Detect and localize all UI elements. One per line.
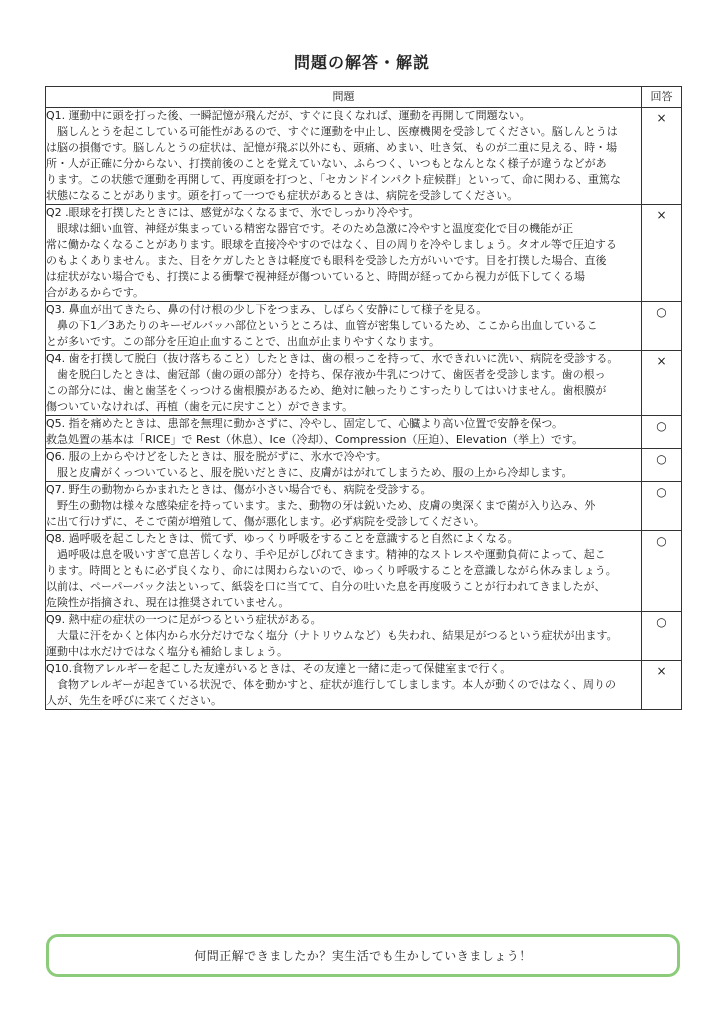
explanation-line: 大量に汗をかくと体内から水分だけでなく塩分（ナトリウムなど）も失われ、結果足がつるという症状が出ます。 <box>46 629 618 642</box>
question-cell <box>46 531 642 612</box>
explanation-line: とが多いです。この部分を圧迫止血することで、出血が止まりやすくなります。 <box>46 335 441 348</box>
table-row <box>46 449 682 482</box>
explanation-line: 服と皮膚がくっついていると、服を脱いだときに、皮膚がはがれてしまうため、服の上から冷却します。 <box>46 466 573 479</box>
question-text: Q5. 指を痛めたときは、患部を無理に動かさずに、冷やし、固定して、心臓より高い位置で安静を保つ。 <box>46 417 563 430</box>
answer-mark: ○ <box>642 482 682 531</box>
table-row <box>46 416 682 449</box>
question-cell <box>46 661 642 710</box>
question-cell <box>46 302 642 351</box>
question-text: Q10.食物アレルギーを起こした友達がいるときは、その友達と一緒に走って保健室まで行く。 <box>46 662 512 675</box>
question-text: Q1. 運動中に頭を打った後、一瞬記憶が飛んだが、すぐに良くなれば、運動を再開して問題ない。 <box>46 109 531 122</box>
question-cell <box>46 108 642 205</box>
answer-mark: × <box>642 661 682 710</box>
table-row <box>46 531 682 612</box>
explanation-line: 歯を脱臼したときは、歯冠部（歯の頭の部分）を持ち、保存液か牛乳につけて、歯医者を受診します。歯の根っ <box>46 368 606 381</box>
question-cell <box>46 612 642 661</box>
explanation-line: 人が、先生を呼びに来てください。 <box>46 694 222 707</box>
explanation-line: 所・人が正確に分からない、打撲前後のことを覚えていない、ふらつく、いつもとなんとなく様子が違うなどがあ <box>46 157 607 170</box>
question-text: Q2 .眼球を打撲したときには、感覚がなくなるまで、氷でしっかり冷やす。 <box>46 206 420 219</box>
answer-mark: ○ <box>642 612 682 661</box>
question-text: Q9. 熱中症の症状の一つに足がつるという症状がある。 <box>46 613 322 626</box>
question-cell <box>46 205 642 302</box>
explanation-line: 野生の動物は様々な感染症を持っています。また、動物の牙は鋭いため、皮膚の奥深くまで菌が入り込み、外 <box>46 499 596 512</box>
explanation-line: ります。時間とともに必ず良くなり、命には関わらないので、ゆっくり呼吸することを意識しながら休みましょう。 <box>46 564 617 577</box>
answer-column-header: 回答 <box>642 87 682 108</box>
explanation-line: は脳の損傷です。脳しんとうの症状は、記憶が飛ぶ以外にも、頭痛、めまい、吐き気、ものが二重に見える、時・場 <box>46 141 618 154</box>
explanation-line: のもよくありません。また、目をケガしたときは軽度でも眼科を受診した方がいいです。目を打撲した場合、直後 <box>46 254 607 267</box>
explanation-line: 運動中は水だけではなく塩分も補給しましょう。 <box>46 645 288 658</box>
table-row <box>46 205 682 302</box>
explanation-line: この部分には、歯と歯茎をくっつける歯根膜があるため、絶対に触ったりこすったりしてはいけません。歯根膜が <box>46 384 607 397</box>
table-header-row <box>46 87 682 108</box>
qa-table <box>45 86 682 710</box>
explanation-line: 以前は、ペーパーバック法といって、紙袋を口に当てて、自分の吐いた息を再度吸うことが行われてきましたが、 <box>46 580 606 593</box>
explanation-line: 食物アレルギーが起きている状況で、体を動かすと、症状が進行してしまします。本人が動くのではなく、周りの <box>46 678 616 691</box>
answer-mark: × <box>642 205 682 302</box>
explanation-line: 傷ついていなければ、再植（歯を元に戻すこと）ができます。 <box>46 400 354 413</box>
question-text: Q8. 過呼吸を起こしたときは、慌てず、ゆっくり呼吸をすることを意識すると自然によくなる。 <box>46 532 519 545</box>
explanation-line: 状態になることがあります。頭を打って一つでも症状があるときは、病院を受診してください。 <box>46 189 519 202</box>
explanation-line: 脳しんとうを起こしている可能性があるので、すぐに運動を中止し、医療機関を受診してください。脳しんとうは <box>46 125 618 138</box>
explanation-line: に出て行けずに、そこで菌が増殖して、傷が悪化します。必ず病院を受診してください。 <box>46 515 485 528</box>
explanation-line: 救急処置の基本は「RICE」で Rest（休息）、Ice（冷却）、Compression（圧迫）、Elevation（挙上）です。 <box>46 433 584 446</box>
question-text: Q6. 服の上からやけどをしたときは、服を脱がずに、氷水で冷やす。 <box>46 450 387 463</box>
footer-message: 何問正解できましたか？実生活でも生かしていきましょう！ <box>194 949 532 963</box>
explanation-line: 合があるからです。 <box>46 286 145 299</box>
explanation-line: 過呼吸は息を吸いすぎて息苦しくなり、手や足がしびれてきます。精神的なストレスや運動負荷によって、起こ <box>46 548 606 561</box>
explanation-line: 危険性が指摘され、現在は推奨されていません。 <box>46 596 290 609</box>
answer-mark: × <box>642 108 682 205</box>
table-row <box>46 482 682 531</box>
question-cell <box>46 416 642 449</box>
question-text: Q4. 歯を打撲して脱臼（抜け落ちること）したときは、歯の根っこを持って、水できれいに洗い、病院を受診する。 <box>46 352 619 365</box>
answer-mark: ○ <box>642 531 682 612</box>
page-title: 問題の解答・解説 <box>293 53 430 72</box>
table-row <box>46 302 682 351</box>
explanation-line: 鼻の下1／3あたりのキーゼルバッハ部位というところは、血管が密集しているため、ここから出血しているこ <box>46 319 598 332</box>
explanation-line: 眼球は細い血管、神経が集まっている精密な器官です。そのため急激に冷やすと温度変化で目の機能が正 <box>46 222 574 235</box>
explanation-line: は症状がない場合でも、打撲による衝撃で視神経が傷ついていると、時間が経ってから視力が低下してくる場 <box>46 270 585 283</box>
answer-mark: ○ <box>642 416 682 449</box>
table-row <box>46 351 682 416</box>
question-cell <box>46 449 642 482</box>
answer-mark: ○ <box>642 449 682 482</box>
table-row <box>46 612 682 661</box>
table-row <box>46 661 682 710</box>
question-text: Q3. 鼻血が出てきたら、鼻の付け根の少し下をつまみ、しばらく安静にして様子を見る。 <box>46 303 488 316</box>
qa-table-body <box>46 108 682 710</box>
explanation-line: ります。この状態で運動を再開して、再度頭を打つと、「セカンドインパクト症候群」といって、命に関わる、重篤な <box>46 173 621 186</box>
answer-mark: ○ <box>642 302 682 351</box>
explanation-line: 常に働かなくなることがあります。眼球を直接冷やすのではなく、目の周りを冷やしましょう。タオル等で圧迫する <box>46 238 617 251</box>
question-column-header: 問題 <box>46 87 642 108</box>
question-cell <box>46 482 642 531</box>
answer-mark: × <box>642 351 682 416</box>
table-row <box>46 108 682 205</box>
footer-message-box <box>46 934 680 977</box>
question-cell <box>46 351 642 416</box>
question-text: Q7. 野生の動物からかまれたときは、傷が小さい場合でも、病院を受診する。 <box>46 483 432 496</box>
